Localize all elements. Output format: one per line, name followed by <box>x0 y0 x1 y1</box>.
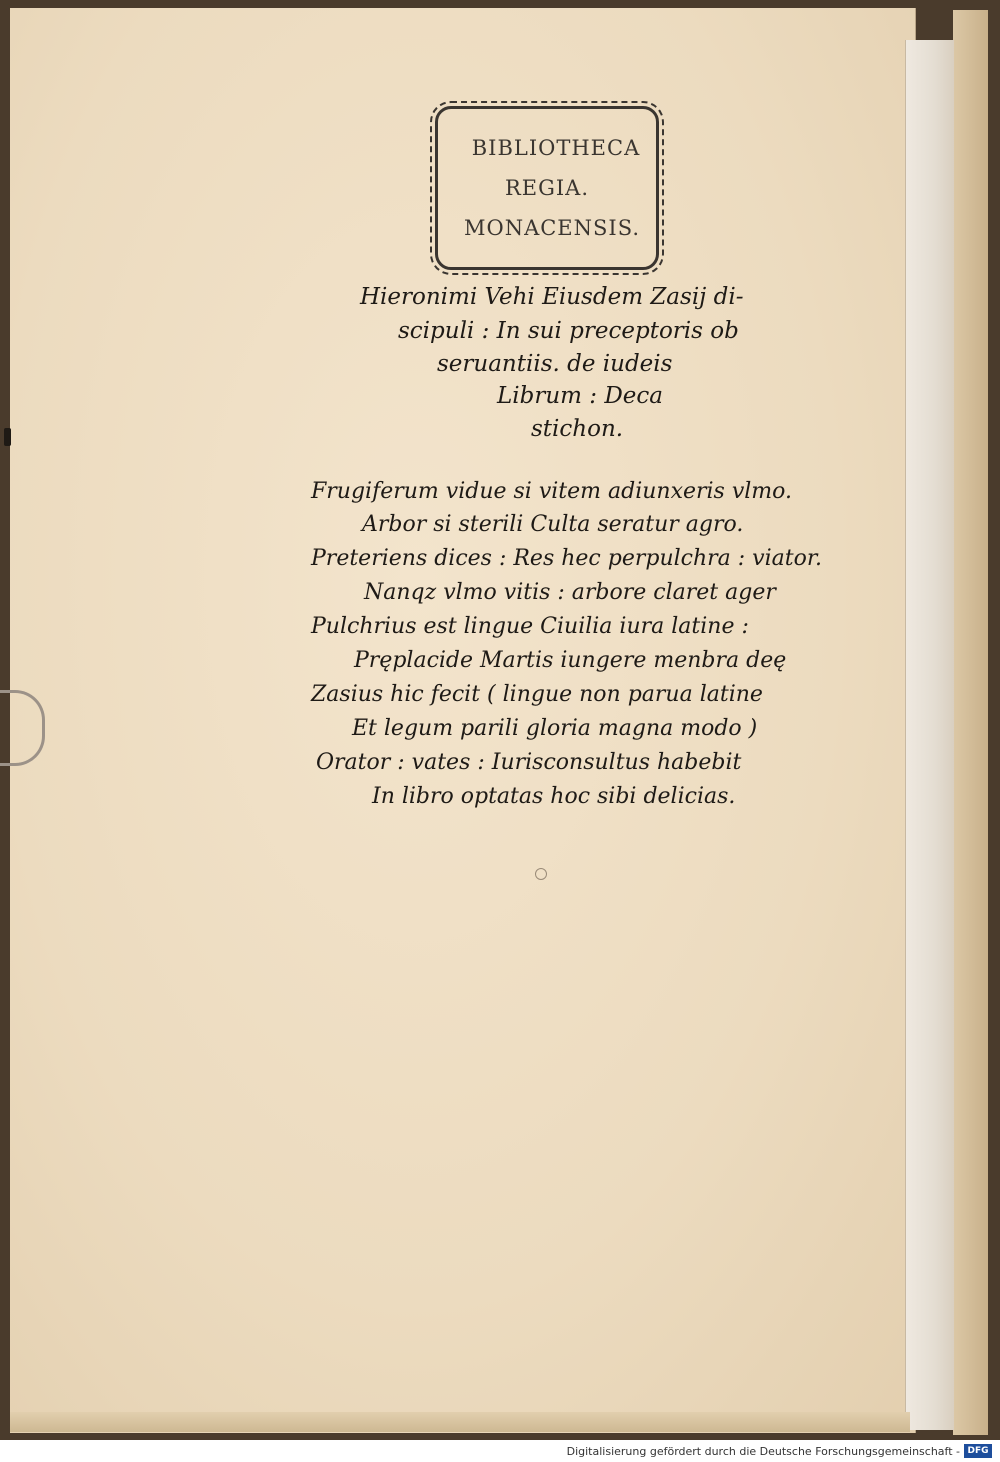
dfg-logo: DFG <box>964 1444 992 1458</box>
verse-line: Nanqz vlmo vitis : arbore claret ager <box>364 580 776 605</box>
heading-line: scipuli : In sui preceptoris ob <box>398 318 739 344</box>
book-cover-edge <box>953 10 988 1435</box>
heading-line: Librum : Deca <box>497 383 663 409</box>
paper-hole-mark <box>535 868 547 880</box>
stamp-line: REGIA. <box>504 176 590 200</box>
verse-line: Zasius hic fecit ( lingue non parua latine <box>311 682 763 707</box>
verse-line: Arbor si sterili Culta seratur agro. <box>362 512 744 537</box>
verse-line: Pulchrius est lingue Ciuilia iura latine : <box>311 614 749 639</box>
stamp-line: MONACENSIS. <box>463 216 641 240</box>
stamp-line: BIBLIOTHECA <box>471 136 641 160</box>
verse-line: Orator : vates : Iurisconsultus habebit <box>316 750 742 775</box>
verse-line: Et legum parili gloria magna modo ) <box>352 716 758 741</box>
digitization-footer <box>0 1440 1000 1462</box>
footer-credit: Digitalisierung gefördert durch die Deutsche Forschungsgemeinschaft - <box>566 1445 960 1458</box>
page-fore-edge <box>905 40 954 1430</box>
heading-line: Hieronimi Vehi Eiusdem Zasij di- <box>360 284 744 310</box>
binding-mark <box>4 428 11 446</box>
page-bottom-edge <box>10 1412 910 1432</box>
verse-line: Pręplacide Martis iungere menbra deę <box>354 648 787 673</box>
library-stamp <box>435 106 659 270</box>
verse-line: Preteriens dices : Res hec perpulchra : viator. <box>311 546 822 571</box>
verse-line: In libro optatas hoc sibi delicias. <box>372 784 736 809</box>
heading-line: stichon. <box>531 416 624 442</box>
page-clip <box>0 690 45 766</box>
heading-line: seruantiis. de iudeis <box>437 351 673 377</box>
verse-line: Frugiferum vidue si vitem adiunxeris vlmo. <box>311 479 793 504</box>
